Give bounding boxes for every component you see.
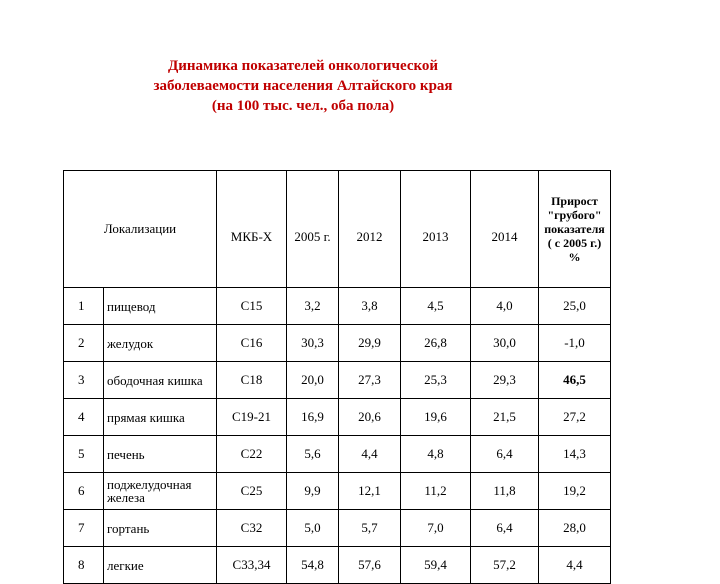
row-number: 8 [64, 547, 104, 584]
header-2005: 2005 г. [287, 171, 339, 288]
row-value-2012: 29,9 [339, 325, 401, 362]
row-value-2005: 5,6 [287, 436, 339, 473]
header-2014: 2014 [471, 171, 539, 288]
row-localization: легкие [104, 547, 217, 584]
row-localization: поджелудочная железа [104, 473, 217, 510]
row-value-2005: 30,3 [287, 325, 339, 362]
title-line-2: заболеваемости населения Алтайского края [153, 78, 453, 94]
row-value-2014: 57,2 [471, 547, 539, 584]
row-localization: ободочная кишка [104, 362, 217, 399]
row-value-2014: 30,0 [471, 325, 539, 362]
incidence-table [63, 170, 611, 584]
table-row [64, 473, 611, 510]
row-number: 6 [64, 473, 104, 510]
row-value-2014: 4,0 [471, 288, 539, 325]
row-value-2013: 7,0 [401, 510, 471, 547]
header-2013: 2013 [401, 171, 471, 288]
header-2012: 2012 [339, 171, 401, 288]
table-row [64, 362, 611, 399]
table-row [64, 288, 611, 325]
header-localization: Локализации [64, 171, 217, 288]
row-number: 3 [64, 362, 104, 399]
row-value-2012: 20,6 [339, 399, 401, 436]
row-value-2005: 3,2 [287, 288, 339, 325]
row-number: 2 [64, 325, 104, 362]
header-icd: МКБ-Х [217, 171, 287, 288]
row-growth: 19,2 [539, 473, 611, 510]
row-localization: пищевод [104, 288, 217, 325]
table-row [64, 436, 611, 473]
title-line-3: (на 100 тыс. чел., оба пола) [211, 98, 395, 114]
row-localization: гортань [104, 510, 217, 547]
row-value-2013: 11,2 [401, 473, 471, 510]
row-value-2014: 6,4 [471, 436, 539, 473]
table-row [64, 325, 611, 362]
header-growth: Прирост "грубого" показателя ( с 2005 г.) % [539, 171, 611, 288]
row-growth: 14,3 [539, 436, 611, 473]
row-icd-code: С25 [217, 473, 287, 510]
row-value-2012: 3,8 [339, 288, 401, 325]
row-icd-code: С15 [217, 288, 287, 325]
row-value-2013: 4,5 [401, 288, 471, 325]
row-value-2005: 16,9 [287, 399, 339, 436]
row-localization: прямая кишка [104, 399, 217, 436]
row-icd-code: С22 [217, 436, 287, 473]
row-number: 7 [64, 510, 104, 547]
row-icd-code: С18 [217, 362, 287, 399]
row-value-2014: 21,5 [471, 399, 539, 436]
row-value-2014: 6,4 [471, 510, 539, 547]
row-number: 4 [64, 399, 104, 436]
row-value-2013: 26,8 [401, 325, 471, 362]
row-value-2013: 19,6 [401, 399, 471, 436]
row-value-2005: 5,0 [287, 510, 339, 547]
page-title [118, 56, 488, 116]
table-row [64, 399, 611, 436]
row-value-2014: 11,8 [471, 473, 539, 510]
row-value-2013: 4,8 [401, 436, 471, 473]
row-value-2013: 59,4 [401, 547, 471, 584]
row-value-2012: 27,3 [339, 362, 401, 399]
table-row [64, 547, 611, 584]
row-growth: -1,0 [539, 325, 611, 362]
title-line-1: Динамика показателей онкологической [167, 58, 439, 74]
row-value-2012: 57,6 [339, 547, 401, 584]
row-growth: 4,4 [539, 547, 611, 584]
row-value-2012: 12,1 [339, 473, 401, 510]
row-number: 1 [64, 288, 104, 325]
row-value-2012: 5,7 [339, 510, 401, 547]
row-growth: 27,2 [539, 399, 611, 436]
row-icd-code: С32 [217, 510, 287, 547]
row-value-2013: 25,3 [401, 362, 471, 399]
row-icd-code: С19-21 [217, 399, 287, 436]
row-growth: 28,0 [539, 510, 611, 547]
row-growth: 25,0 [539, 288, 611, 325]
row-localization: печень [104, 436, 217, 473]
row-icd-code: С16 [217, 325, 287, 362]
row-localization: желудок [104, 325, 217, 362]
row-icd-code: С33,34 [217, 547, 287, 584]
table-header-row [64, 171, 611, 288]
row-value-2005: 9,9 [287, 473, 339, 510]
row-value-2014: 29,3 [471, 362, 539, 399]
row-value-2005: 20,0 [287, 362, 339, 399]
row-value-2012: 4,4 [339, 436, 401, 473]
row-growth: 46,5 [539, 362, 611, 399]
table-row [64, 510, 611, 547]
row-number: 5 [64, 436, 104, 473]
row-value-2005: 54,8 [287, 547, 339, 584]
